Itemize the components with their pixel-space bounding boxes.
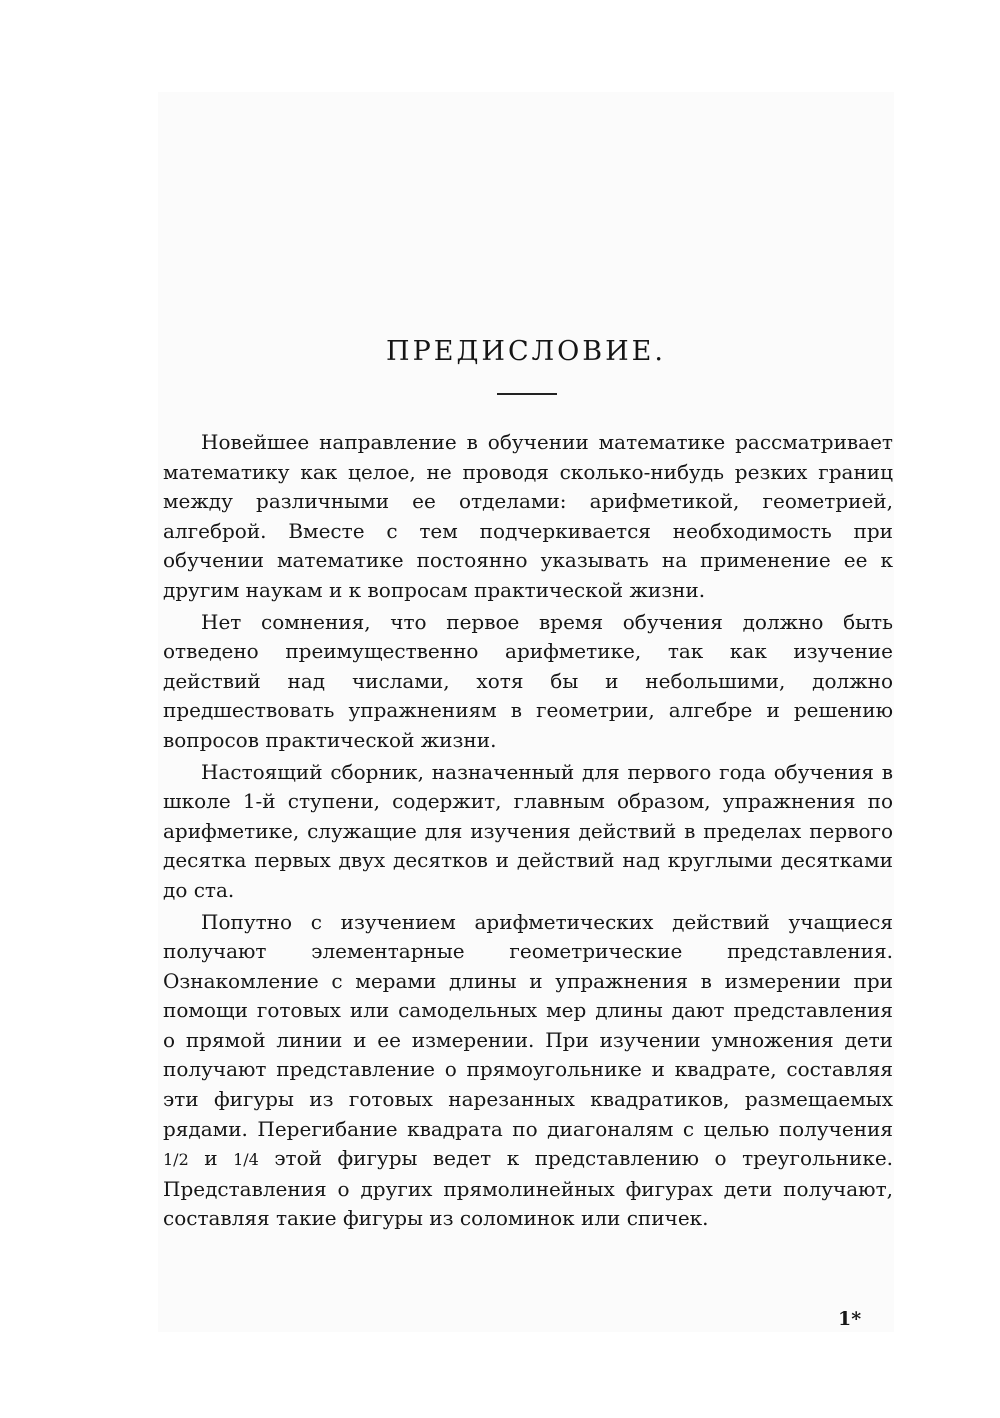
paragraph-3: Настоящий сборник, назначенный для первого года обучения в школе 1-й ступени, содержит, главным образом, упражнения по арифметике, служащие для изучения действий в пределах первого десятка первых двух десятков и действий над круглыми десятками до ста. bbox=[163, 759, 893, 902]
paragraph-1: Новейшее направление в обучении математике рассматривает математику как целое, не проводя сколько-нибудь резких границ между различными ее отделами: арифметикой, геометрией, алгеброй. Вместе с тем подчеркивается необходимость при обучении математике постоянно указывать на применение ее к другим наукам и к вопросам практической жизни. bbox=[163, 430, 893, 602]
paragraph-4-text: Попутно с изучением арифметических действий учащиеся получают элементарные геометрические представления. Ознакомление с мерами длины и упражнения в измерении при помощи готовых или самодельных мер длины дают представления о прямой линии и ее измерении. При изучении умножения дети получают представление о прямоугольнике и квадрате, составляя эти фигуры из готовых нарезанных квадратиков, размещаемых рядами. Перегибание квадрата по диагоналям с целью получения bbox=[163, 909, 893, 1141]
page-number: 1* bbox=[838, 1308, 862, 1330]
page-title: ПРЕДИСЛОВИЕ. bbox=[386, 336, 666, 367]
fraction-quarter: 1/4 bbox=[233, 1150, 259, 1170]
body-text bbox=[163, 428, 893, 1236]
conjunction: и bbox=[204, 1146, 218, 1171]
fraction-half: 1/2 bbox=[163, 1150, 189, 1170]
paragraph-2: Нет сомнения, что первое время обучения должно быть отведено преимущественно арифметике, так как изучение действий над числами, хотя бы и небольшими, должно предшествовать упражнениям в геометрии, алгебре и решению вопросов практической жизни. bbox=[163, 609, 893, 752]
paragraph-4-tail: этой фигуры ведет к представлению о треугольнике. Представления о других прямолинейных фигурах дети получают, составляя такие фигуры из соломинок или спичек. bbox=[163, 1146, 894, 1231]
paragraph-4 bbox=[163, 908, 893, 1235]
title-divider bbox=[497, 393, 557, 395]
